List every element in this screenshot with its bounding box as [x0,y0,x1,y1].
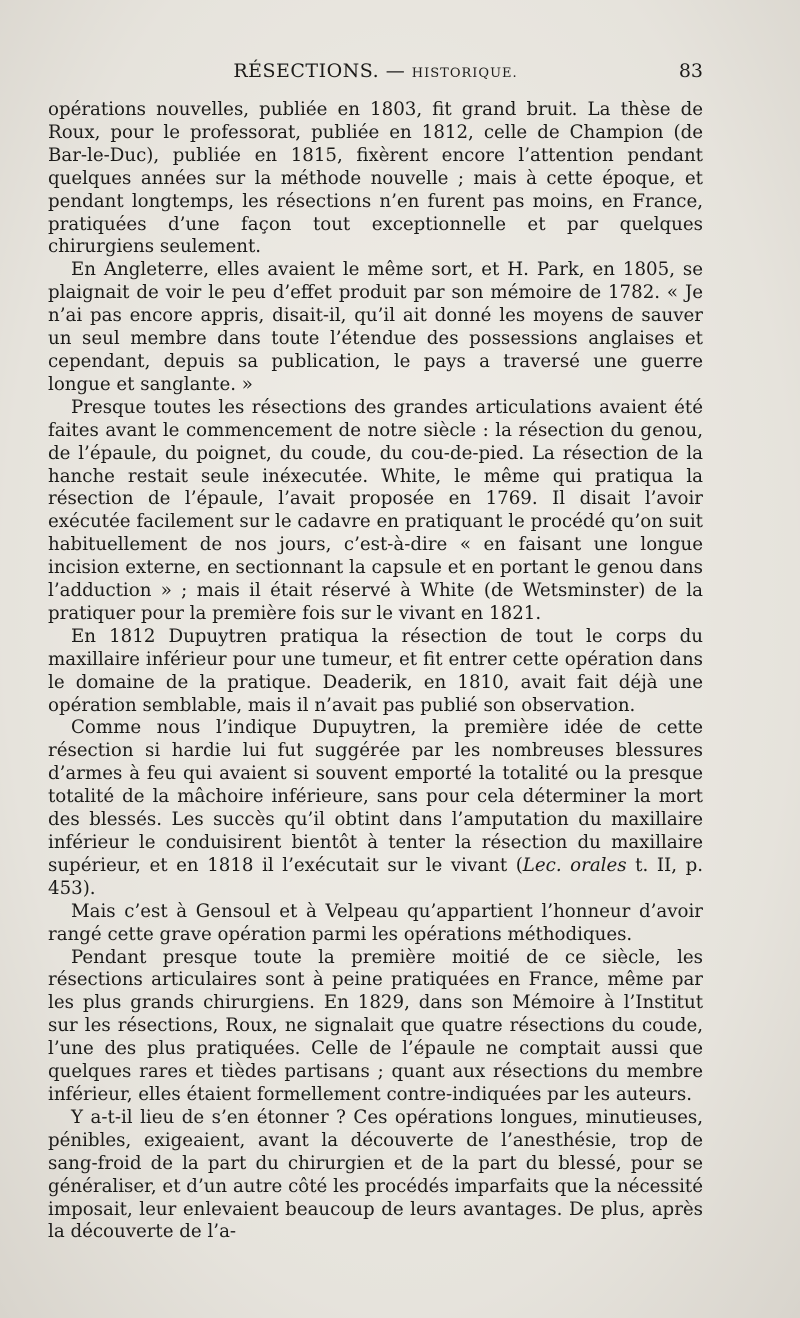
paragraph-7: Pendant presque toute la première moitié de ce siècle, les résections articulaires sont à peine pratiquées en France, même par les plus grands chirurgiens. En 1829, dans son Mémoire à l’Institut sur les résections, Roux, ne signalait que quatre résections du coude, l’une des plus pratiquées. Celle de l’épaule ne comptait aussi que quelques rares et tièdes partisans ; quant aux résections du membre inférieur, elles étaient formellement contre-indiquées par les auteurs. [48,946,703,1105]
page-header [48,60,703,90]
body-text [48,99,703,1244]
paragraph-5-text-after: t. II, p. 453). [48,854,703,899]
paragraph-8: Y a-t-il lieu de s’en étonner ? Ces opérations longues, minutieuses, pénibles, exigeaient, avant la découverte de l’anesthésie, trop de sang-froid de la part du chirurgien et de la part du blessé, pour se généraliser, et d’un autre côté les procédés imparfaits que la nécessité imposait, leur enlevaient beaucoup de leurs avantages. De plus, après la découverte de l’a- [48,1106,703,1243]
page-number: 83 [678,60,703,82]
citation-title: Lec. orales [522,854,627,876]
paragraph-2: En Angleterre, elles avaient le même sort, et H. Park, en 1805, se plaignait de voir le peu d’effet produit par son mémoire de 1782. « Je n’ai pas encore appris, disait-il, qu’il ait donné les moyens de sauver un seul membre dans toute l’étendue des possessions anglaises et cependant, depuis sa publication, le pays a traversé une guerre longue et sanglante. » [48,259,703,395]
running-title-sub: HISTORIQUE. [411,66,518,81]
paragraph-6: Mais c’est à Gensoul et à Velpeau qu’appartient l’honneur d’avoir rangé cette grave opération parmi les opérations méthodiques. [48,900,703,945]
paragraph-5-text-before: Comme nous l’indique Dupuytren, la première idée de cette résection si hardie lui fut suggérée par les nombreuses blessures d’armes à feu qui avaient si souvent emporté la totalité ou la presque totalité de la mâchoire inférieure, sans pour cela déterminer la mort des blessés. Les succès qu’il obtint dans l’amputation du maxillaire inférieur le conduisirent bientôt à tenter la résection du maxillaire supérieur, et en 1818 il l’exécutait sur le vivant ( [48,717,703,876]
running-title-main: RÉSECTIONS. [233,60,380,82]
paragraph-5 [48,717,703,900]
running-title [48,60,703,82]
paragraph-3: Presque toutes les résections des grandes articulations avaient été faites avant le commencement de notre siècle : la résection du genou, de l’épaule, du poignet, du coude, du cou-de-pied. La résection de la hanche restait seule inéxecutée. White, le même qui pratiqua la résection de l’épaule, l’avait proposée en 1769. Il disait l’avoir exécutée facilement sur le cadavre en pratiquant le procédé qu’on suit habituellement de nos jours, c’est-à-dire « en faisant une longue incision externe, en sectionnant la capsule et en portant le genou dans l’adduction » ; mais il était réservé à White (de Wetsminster) de la pratiquer pour la première fois sur le vivant en 1821. [48,396,703,624]
paragraph-4: En 1812 Dupuytren pratiqua la résection de tout le corps du maxillaire inférieur pour une tumeur, et fit entrer cette opération dans le domaine de la pratique. Deaderik, en 1810, avait fait déjà une opération semblable, mais il n’avait pas publié son observation. [48,625,703,716]
running-title-dash: — [379,60,412,82]
paragraph-1: opérations nouvelles, publiée en 1803, fit grand bruit. La thèse de Roux, pour le professorat, publiée en 1812, celle de Champion (de Bar-le-Duc), publiée en 1815, fixèrent encore l’attention pendant quelques années sur la méthode nouvelle ; mais à cette époque, et pendant longtemps, les résections n’en furent pas moins, en France, pratiquées d’une façon tout exceptionnelle et par quelques chirurgiens seulement. [48,99,703,258]
